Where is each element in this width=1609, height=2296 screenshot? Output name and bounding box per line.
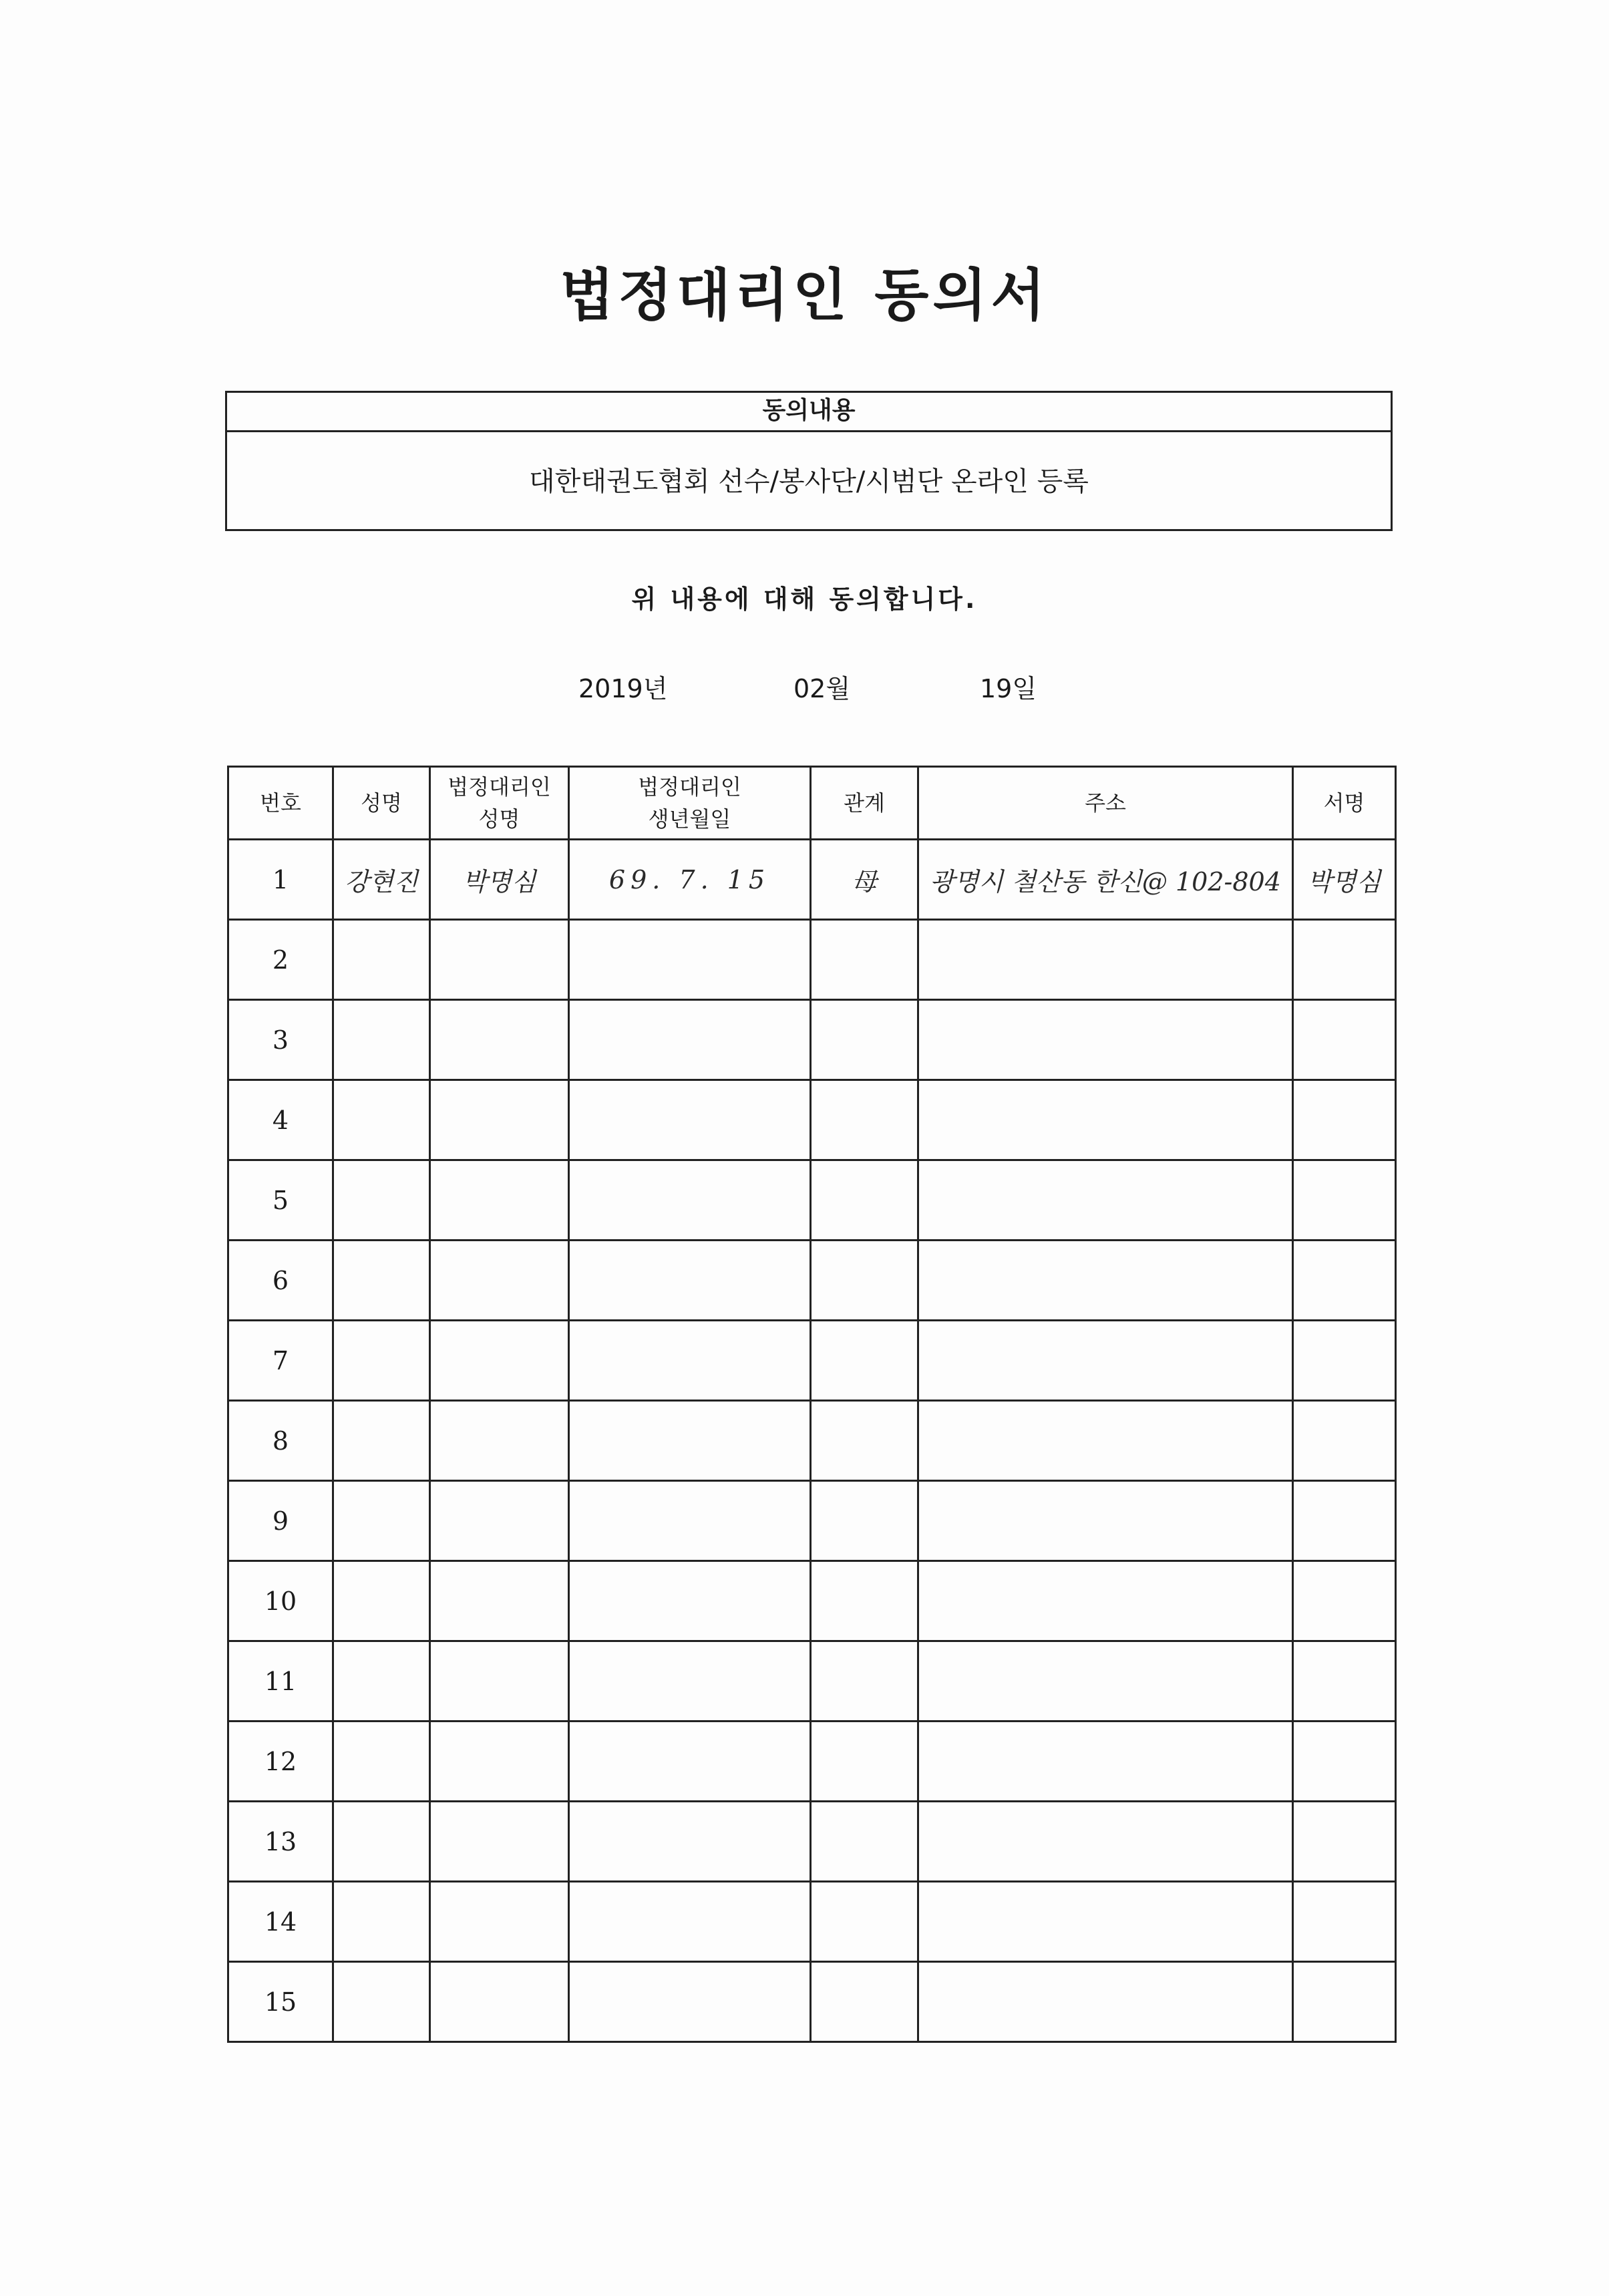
cell-relation [811,1000,918,1080]
cell-guardian-name [430,1401,569,1481]
cell-guardian-birth [569,1962,811,2042]
date-day: 19일 [980,674,1037,703]
cell-guardian-birth [569,1000,811,1080]
cell-signature [1293,1401,1396,1481]
cell-no: 2 [228,920,333,1000]
cell-no: 5 [228,1160,333,1241]
cell-no: 9 [228,1481,333,1561]
cell-relation [811,1802,918,1882]
table-row [228,1882,1396,1962]
date-year: 2019년 [578,674,668,703]
table-row [228,1641,1396,1721]
cell-signature [1293,1160,1396,1241]
cell-signature [1293,1641,1396,1721]
table-row [228,1721,1396,1802]
cell-guardian-name [430,1160,569,1241]
cell-guardian-birth [569,1160,811,1241]
header-guardian-birth-line2: 생년월일 [648,806,731,832]
cell-no: 4 [228,1080,333,1160]
cell-address [918,1160,1293,1241]
cell-signature [1293,1241,1396,1321]
cell-guardian-birth [569,1321,811,1401]
header-guardian-name-line1: 법정대리인 [448,774,551,800]
cell-guardian-name [430,1882,569,1962]
cell-relation [811,1080,918,1160]
cell-signature [1293,1080,1396,1160]
cell-name [333,1401,430,1481]
cell-guardian-birth [569,1882,811,1962]
table-row [228,1401,1396,1481]
cell-name [333,920,430,1000]
table-row [228,1080,1396,1160]
cell-guardian-birth [569,1080,811,1160]
cell-name [333,1882,430,1962]
cell-guardian-name [430,1641,569,1721]
cell-no: 6 [228,1241,333,1321]
cell-guardian-name [430,1000,569,1080]
cell-relation: 母 [811,840,918,920]
cell-guardian-birth [569,1641,811,1721]
cell-name [333,1561,430,1641]
cell-no: 3 [228,1000,333,1080]
table-header-row [228,767,1396,840]
cell-guardian-name [430,1561,569,1641]
header-no: 번호 [228,767,333,840]
cell-no: 12 [228,1721,333,1802]
consent-box [225,391,1393,531]
cell-name [333,1641,430,1721]
cell-signature [1293,1561,1396,1641]
cell-name [333,1160,430,1241]
header-guardian-birth-line1: 법정대리인 [638,774,741,800]
cell-address [918,1561,1293,1641]
cell-no: 11 [228,1641,333,1721]
signature-table [227,766,1397,2043]
table-row [228,1561,1396,1641]
cell-address [918,1321,1293,1401]
cell-signature [1293,1802,1396,1882]
cell-guardian-name [430,1481,569,1561]
cell-relation [811,1962,918,2042]
consent-body: 대한태권도협회 선수/봉사단/시범단 온라인 등록 [529,466,1089,497]
cell-address [918,1641,1293,1721]
header-name: 성명 [333,767,430,840]
cell-no: 14 [228,1882,333,1962]
cell-relation [811,1160,918,1241]
agreement-statement: 위 내용에 대해 동의합니다. [631,585,978,614]
cell-guardian-name [430,1321,569,1401]
cell-name [333,1241,430,1321]
cell-name [333,1000,430,1080]
cell-signature [1293,920,1396,1000]
cell-guardian-birth [569,920,811,1000]
cell-guardian-name: 박명심 [430,840,569,920]
cell-signature [1293,1882,1396,1962]
page-title: 법정대리인 동의서 [560,263,1049,328]
date-month: 02월 [793,674,851,703]
table-body [228,840,1396,2042]
cell-relation [811,1321,918,1401]
cell-name [333,1802,430,1882]
cell-relation [811,1401,918,1481]
cell-name [333,1080,430,1160]
consent-header: 동의내용 [227,393,1391,432]
cell-no: 10 [228,1561,333,1641]
cell-address [918,1080,1293,1160]
cell-guardian-name [430,1241,569,1321]
cell-guardian-name [430,1802,569,1882]
table-row [228,1962,1396,2042]
cell-address [918,1481,1293,1561]
cell-address [918,1401,1293,1481]
cell-signature [1293,1721,1396,1802]
cell-relation [811,1481,918,1561]
header-relation: 관계 [811,767,918,840]
cell-guardian-birth [569,1802,811,1882]
cell-guardian-birth [569,1241,811,1321]
cell-signature [1293,1481,1396,1561]
cell-relation [811,1641,918,1721]
cell-address: 광명시 철산동 한신@ 102-804 [918,840,1293,920]
cell-name [333,1321,430,1401]
cell-guardian-birth [569,1721,811,1802]
header-signature: 서명 [1293,767,1396,840]
cell-signature [1293,1321,1396,1401]
table-row [228,1321,1396,1401]
table-row [228,1241,1396,1321]
cell-address [918,1962,1293,2042]
cell-address [918,1882,1293,1962]
cell-guardian-name [430,1962,569,2042]
table-row [228,1802,1396,1882]
cell-guardian-birth [569,1481,811,1561]
cell-no: 13 [228,1802,333,1882]
cell-address [918,1241,1293,1321]
cell-no: 15 [228,1962,333,2042]
cell-address [918,1721,1293,1802]
header-address: 주소 [918,767,1293,840]
cell-address [918,920,1293,1000]
cell-guardian-name [430,920,569,1000]
cell-guardian-birth [569,1561,811,1641]
cell-no: 1 [228,840,333,920]
table-row [228,1160,1396,1241]
cell-signature [1293,1000,1396,1080]
cell-guardian-birth [569,1401,811,1481]
cell-no: 8 [228,1401,333,1481]
cell-name [333,1962,430,2042]
cell-guardian-birth: 69. 7. 15 [569,840,811,920]
cell-name [333,1721,430,1802]
table-row [228,840,1396,920]
cell-guardian-name [430,1721,569,1802]
header-guardian-name-line2: 성명 [478,806,520,832]
table-row [228,1000,1396,1080]
cell-signature [1293,1962,1396,2042]
cell-relation [811,1721,918,1802]
cell-guardian-name [430,1080,569,1160]
cell-name [333,1481,430,1561]
cell-relation [811,1241,918,1321]
cell-name: 강현진 [333,840,430,920]
header-guardian-birth [569,767,811,840]
cell-relation [811,1561,918,1641]
cell-relation [811,1882,918,1962]
header-guardian-name [430,767,569,840]
cell-no: 7 [228,1321,333,1401]
cell-relation [811,920,918,1000]
cell-address [918,1000,1293,1080]
table-row [228,920,1396,1000]
cell-signature: 박명심 [1293,840,1396,920]
table-row [228,1481,1396,1561]
cell-address [918,1802,1293,1882]
